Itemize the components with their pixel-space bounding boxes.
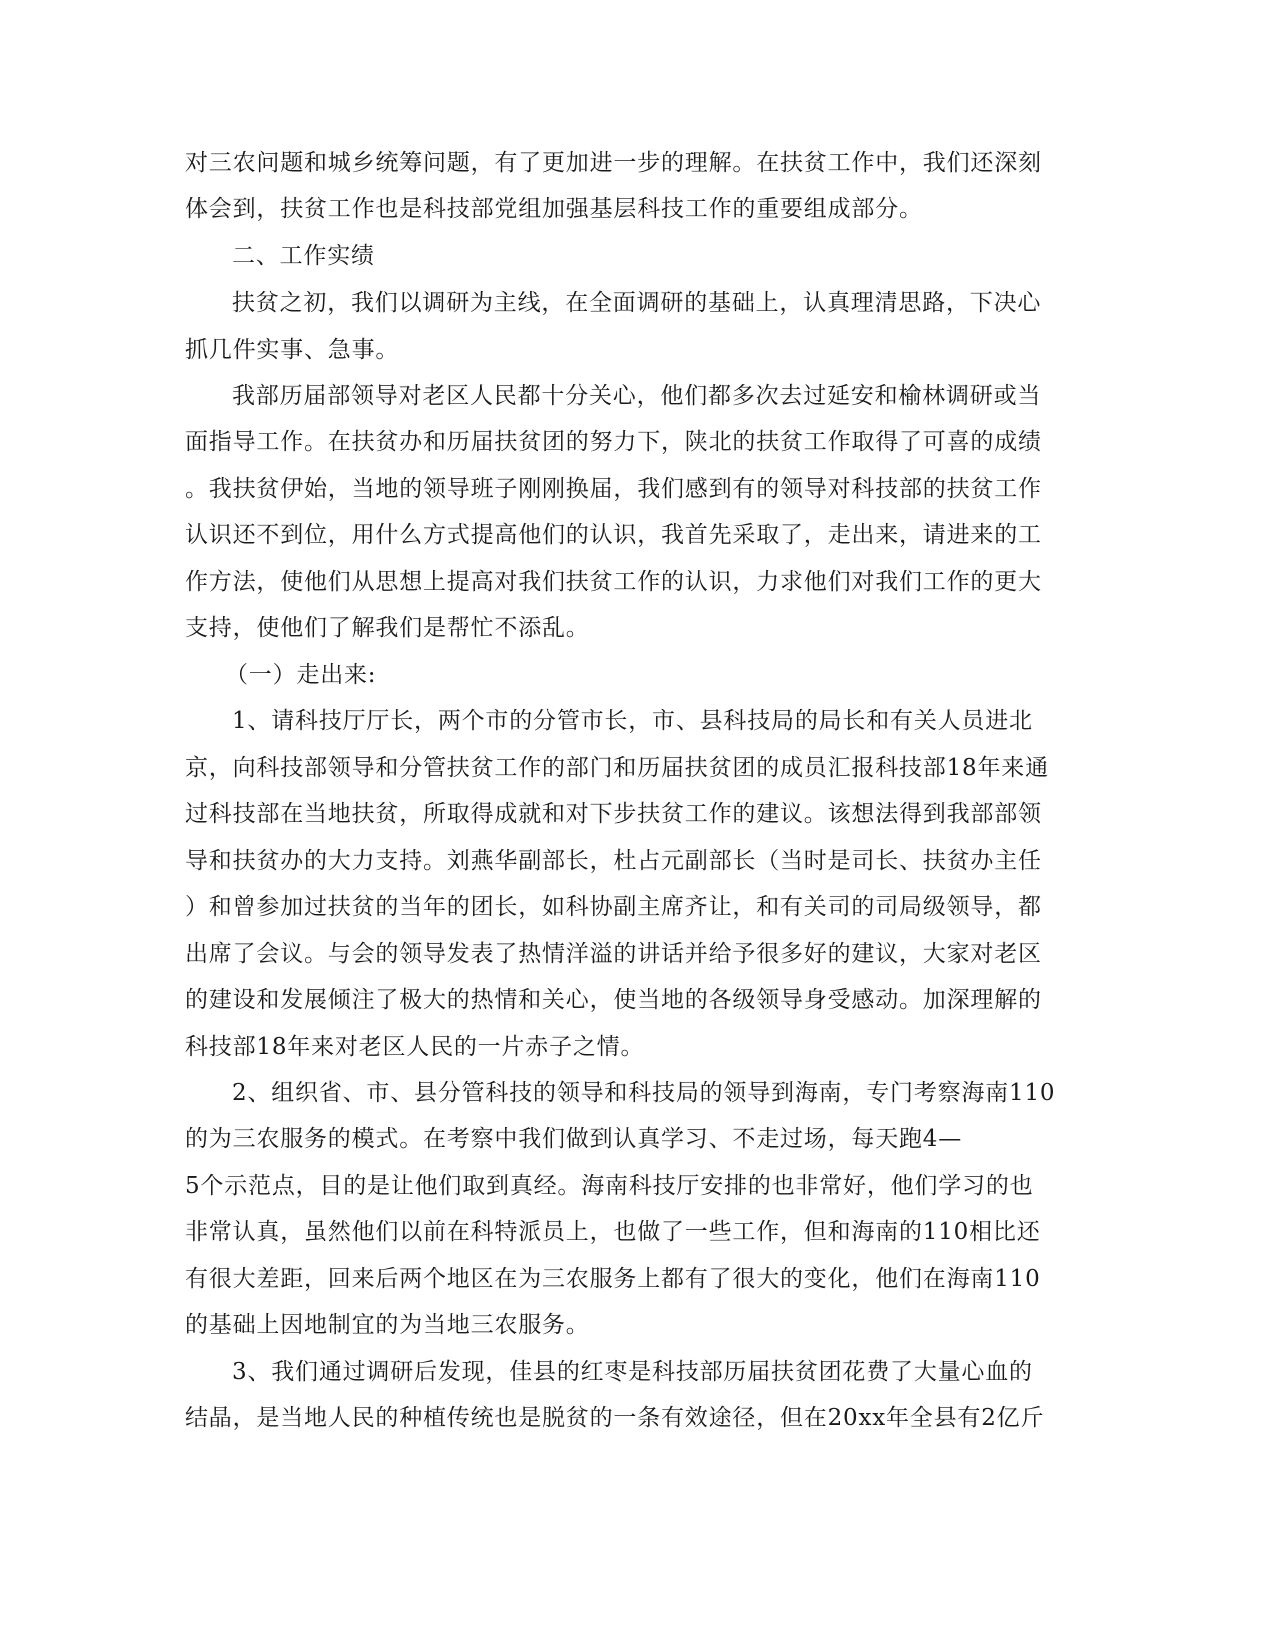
text-line: 的基础上因地制宜的为当地三农服务。 [185,1312,590,1338]
text-line: 3、我们通过调研后发现，佳县的红枣是科技部历届扶贫团花费了大量心血的 [232,1359,1033,1385]
text-line: 面指导工作。在扶贫办和历届扶贫团的努力下，陕北的扶贫工作取得了可喜的成绩 [185,429,1042,455]
text-line: 有很大差距，回来后两个地区在为三农服务上都有了很大的变化，他们在海南110 [185,1266,1041,1292]
sub-heading: （一）走出来: [225,662,377,688]
text-line: 导和扶贫办的大力支持。刘燕华副部长，杜占元副部长（当时是司长、扶贫办主任 [185,848,1042,874]
text-line: 出席了会议。与会的领导发表了热情洋溢的讲话并给予很多好的建议，大家对老区 [185,941,1042,967]
text-line: 认识还不到位，用什么方式提高他们的认识，我首先采取了，走出来，请进来的工 [185,522,1042,548]
text-line: 1、请科技厅厅长，两个市的分管市长，市、县科技局的局长和有关人员进北 [232,708,1033,734]
text-line: 京，向科技部领导和分管扶贫工作的部门和历届扶贫团的成员汇报科技部18年来通 [185,755,1049,781]
text-line: 5个示范点，目的是让他们取到真经。海南科技厅安排的也非常好，他们学习的也 [185,1173,1034,1199]
text-line: 我部历届部领导对老区人民都十分关心，他们都多次去过延安和榆林调研或当 [232,383,1042,409]
text-line: 对三农问题和城乡统筹问题，有了更加进一步的理解。在扶贫工作中，我们还深刻 [185,150,1042,176]
text-line: ）和曾参加过扶贫的当年的团长，如科协副主席齐让，和有关司的司局级领导，都 [185,894,1042,920]
text-line: 扶贫之初，我们以调研为主线，在全面调研的基础上，认真理清思路，下决心 [232,290,1042,316]
text-line: 的建设和发展倾注了极大的热情和关心，使当地的各级领导身受感动。加深理解的 [185,987,1042,1013]
text-line: 非常认真，虽然他们以前在科特派员上，也做了一些工作，但和海南的110相比还 [185,1219,1041,1245]
text-line: 科技部18年来对老区人民的一片赤子之情。 [185,1034,645,1060]
text-line: 2、组织省、市、县分管科技的领导和科技局的领导到海南，专门考察海南110 [232,1080,1056,1106]
text-line: 过科技部在当地扶贫，所取得成就和对下步扶贫工作的建议。该想法得到我部部领 [185,801,1042,827]
section-heading: 二、工作实绩 [232,243,375,269]
text-line: 结晶，是当地人民的种植传统也是脱贫的一条有效途径，但在20xx年全县有2亿斤 [185,1405,1045,1431]
text-line: 作方法，使他们从思想上提高对我们扶贫工作的认识，力求他们对我们工作的更大 [185,569,1042,595]
text-line: 抓几件实事、急事。 [185,337,400,363]
text-line: 的为三农服务的模式。在考察中我们做到认真学习、不走过场，每天跑4— [185,1126,963,1152]
text-line: 体会到，扶贫工作也是科技部党组加强基层科技工作的重要组成部分。 [185,196,923,222]
text-line: 支持，使他们了解我们是帮忙不添乱。 [185,615,590,641]
text-line: 。我扶贫伊始，当地的领导班子刚刚换届，我们感到有的领导对科技部的扶贫工作 [185,476,1042,502]
